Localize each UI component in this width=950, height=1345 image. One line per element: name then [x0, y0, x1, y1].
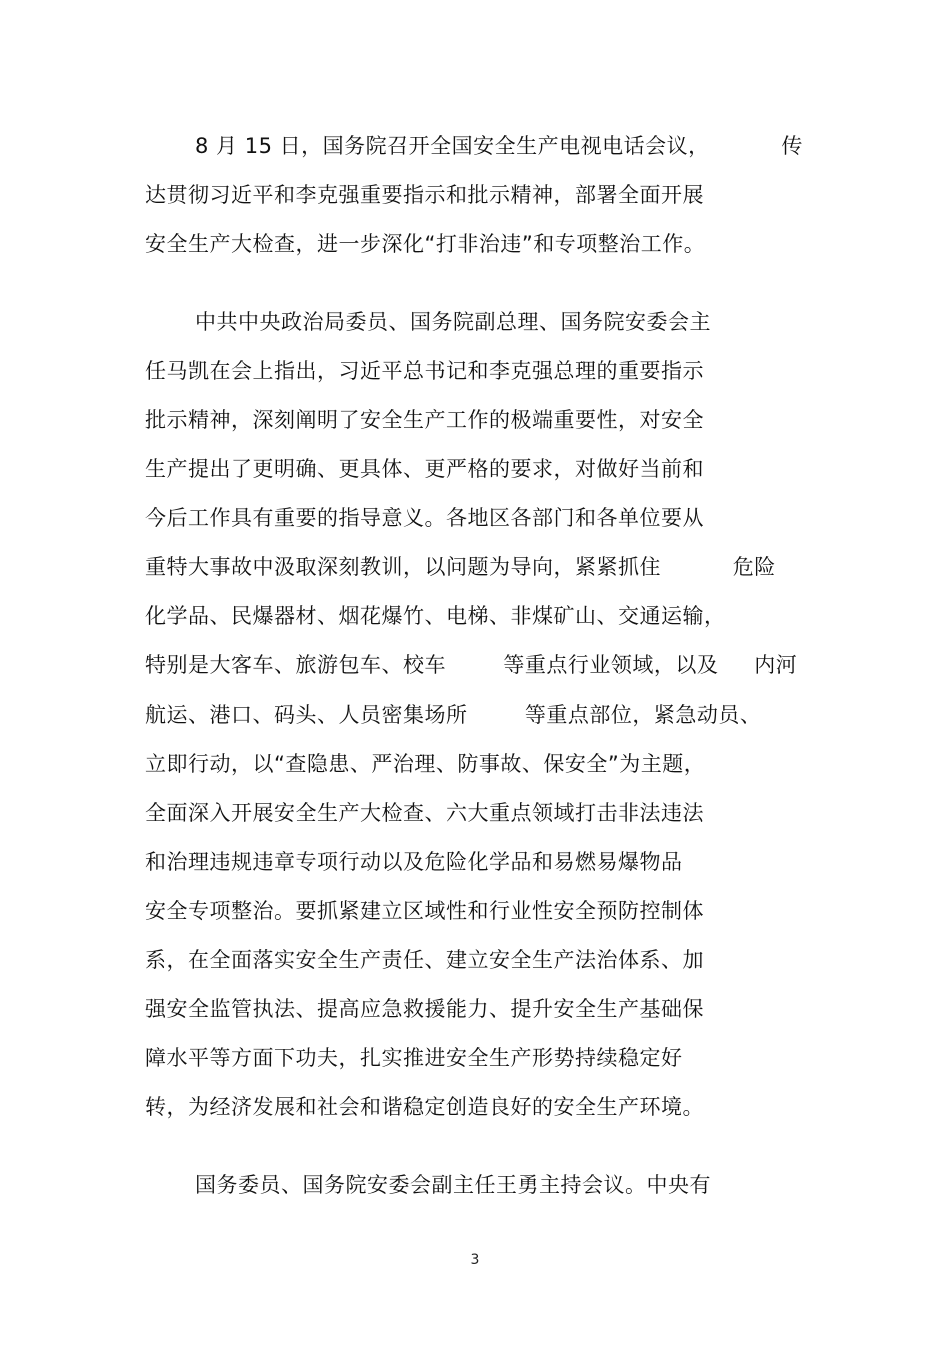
paragraph-2-line-16: 障水平等方面下功夫，扎实推进安全生产形势持续稳定好 [145, 1046, 683, 1070]
paragraph-2-line-15: 强安全监管执法、提高应急救援能力、提升安全生产基础保 [145, 997, 704, 1021]
paragraph-2-line-1: 中共中央政治局委员、国务院副总理、国务院安委会主 [195, 310, 711, 334]
paragraph-2-line-7: 化学品、民爆器材、烟花爆竹、电梯、非煤矿山、交通运输， [145, 604, 726, 628]
paragraph-2-line-4: 生产提出了更明确、更具体、更严格的要求，对做好当前和 [145, 457, 704, 481]
paragraph-1-line-1: 8 月 15 日，国务院召开全国安全生产电视电话会议， 传 [195, 134, 803, 158]
paragraph-2-line-17: 转，为经济发展和社会和谐稳定创造良好的安全生产环境。 [145, 1095, 704, 1119]
paragraph-1-line-3: 安全生产大检查，进一步深化“打非治违”和专项整治工作。 [145, 232, 706, 256]
paragraph-3-line-1: 国务委员、国务院安委会副主任王勇主持会议。中央有 [195, 1173, 711, 1197]
paragraph-2-line-9: 航运、港口、码头、人员密集场所 等重点部位，紧急动员、 [145, 703, 762, 727]
page-number: 3 [470, 1252, 480, 1268]
paragraph-2-line-3: 批示精神，深刻阐明了安全生产工作的极端重要性，对安全 [145, 408, 704, 432]
paragraph-2-line-2: 任马凯在会上指出，习近平总书记和李克强总理的重要指示 [145, 359, 704, 383]
paragraph-1-line-2: 达贯彻习近平和李克强重要指示和批示精神，部署全面开展 [145, 183, 704, 207]
paragraph-2-line-5: 今后工作具有重要的指导意义。各地区各部门和各单位要从 [145, 506, 704, 530]
paragraph-2-line-6: 重特大事故中汲取深刻教训，以问题为导向，紧紧抓住 危险 [145, 555, 776, 579]
paragraph-2-line-11: 全面深入开展安全生产大检查、六大重点领域打击非法违法 [145, 801, 704, 825]
paragraph-2-line-8: 特别是大客车、旅游包车、校车 等重点行业领域，以及 内河 [145, 653, 798, 677]
paragraph-2-line-13: 安全专项整治。要抓紧建立区域性和行业性安全预防控制体 [145, 899, 704, 923]
paragraph-2-line-10: 立即行动，以“查隐患、严治理、防事故、保安全”为主题， [145, 752, 706, 776]
paragraph-2-line-14: 系，在全面落实安全生产责任、建立安全生产法治体系、加 [145, 948, 704, 972]
paragraph-2-line-12: 和治理违规违章专项行动以及危险化学品和易燃易爆物品 [145, 850, 683, 874]
